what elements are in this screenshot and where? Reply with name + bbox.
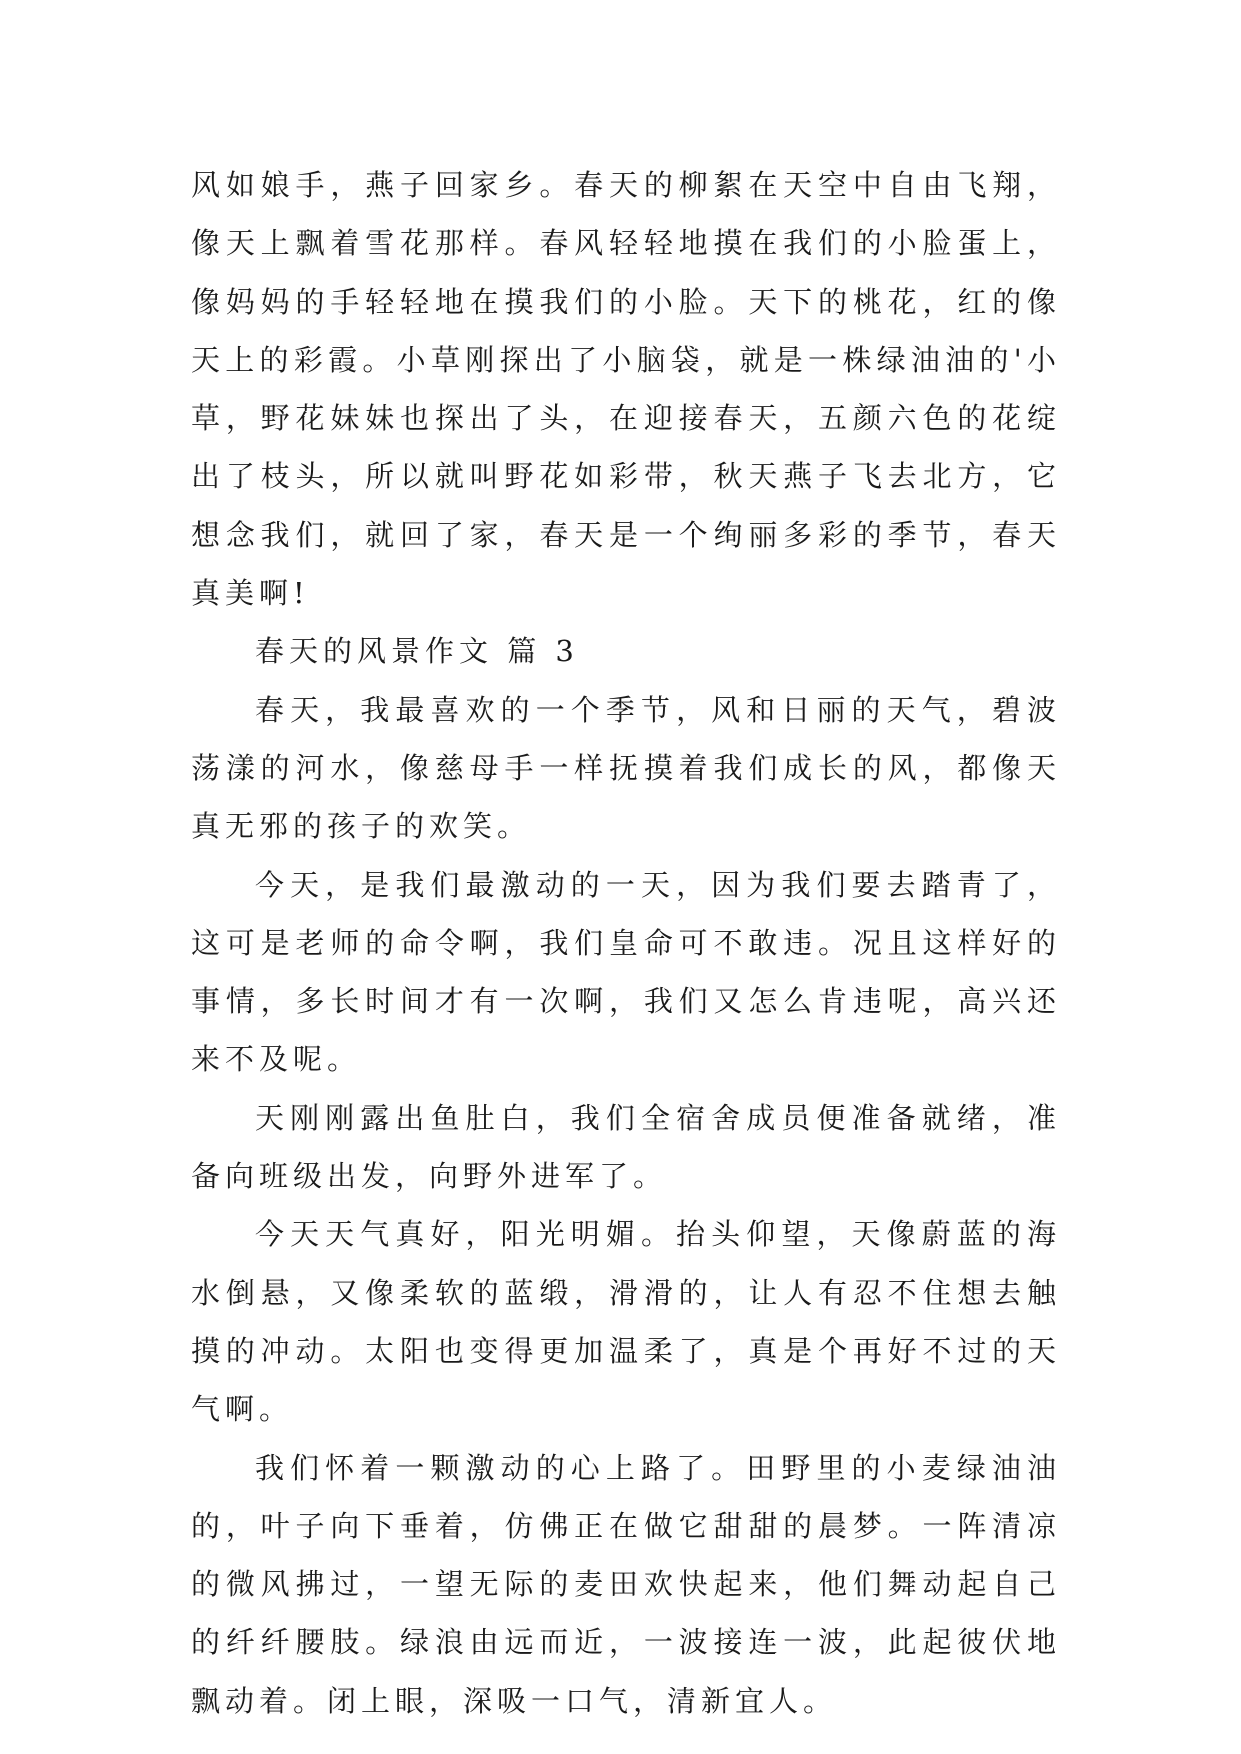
paragraph-favorite-season: 春天，我最喜欢的一个季节，风和日丽的天气，碧波荡漾的河水，像慈母手一样抚摸着我们成长的风，都像天真无邪的孩子的欢笑。	[191, 692, 1061, 844]
paragraph-spring-catkins: 风如娘手，燕子回家乡。春天的柳絮在天空中自由飞翔，像天上飘着雪花那样。春风轻轻地摸在我们的小脸蛋上，像妈妈的手轻轻地在摸我们的小脸。天下的桃花，红的像天上的彩霞。小草刚探出了小脑袋，就是一株绿油油的'小草，野花妹妹也探出了头，在迎接春天，五颜六色的花绽出了枝头，所以就叫野花如彩带，秋天燕子飞去北方，它想念我们，就回了家，春天是一个绚丽多彩的季节，春天真美啊!	[191, 168, 1061, 611]
paragraph-dawn-departure: 天刚刚露出鱼肚白，我们全宿舍成员便准备就绪，准备向班级出发，向野外进军了。	[191, 1100, 1061, 1194]
paragraph-weather: 今天天气真好，阳光明媚。抬头仰望，天像蔚蓝的海水倒悬，又像柔软的蓝缎，滑滑的，让人有忍不住想去触摸的冲动。太阳也变得更加温柔了，真是个再好不过的天气啊。	[191, 1217, 1061, 1427]
paragraph-outing-day: 今天，是我们最激动的一天，因为我们要去踏青了，这可是老师的命令啊，我们皇命可不敢违。况且这样好的事情，多长时间才有一次啊，我们又怎么肯违呢，高兴还来不及呢。	[191, 867, 1061, 1077]
document-page	[191, 156, 1061, 1730]
paragraph-wheat-field: 我们怀着一颗激动的心上路了。田野里的小麦绿油油的，叶子向下垂着，仿佛正在做它甜甜的晨梦。一阵清凉的微风拂过，一望无际的麦田欢快起来，他们舞动起自己的纤纤腰肢。绿浪由远而近，一波接连一波，此起彼伏地飘动着。闭上眼，深吸一口气，清新宜人。	[191, 1450, 1061, 1718]
section-heading: 春天的风景作文 篇 3	[255, 634, 579, 669]
